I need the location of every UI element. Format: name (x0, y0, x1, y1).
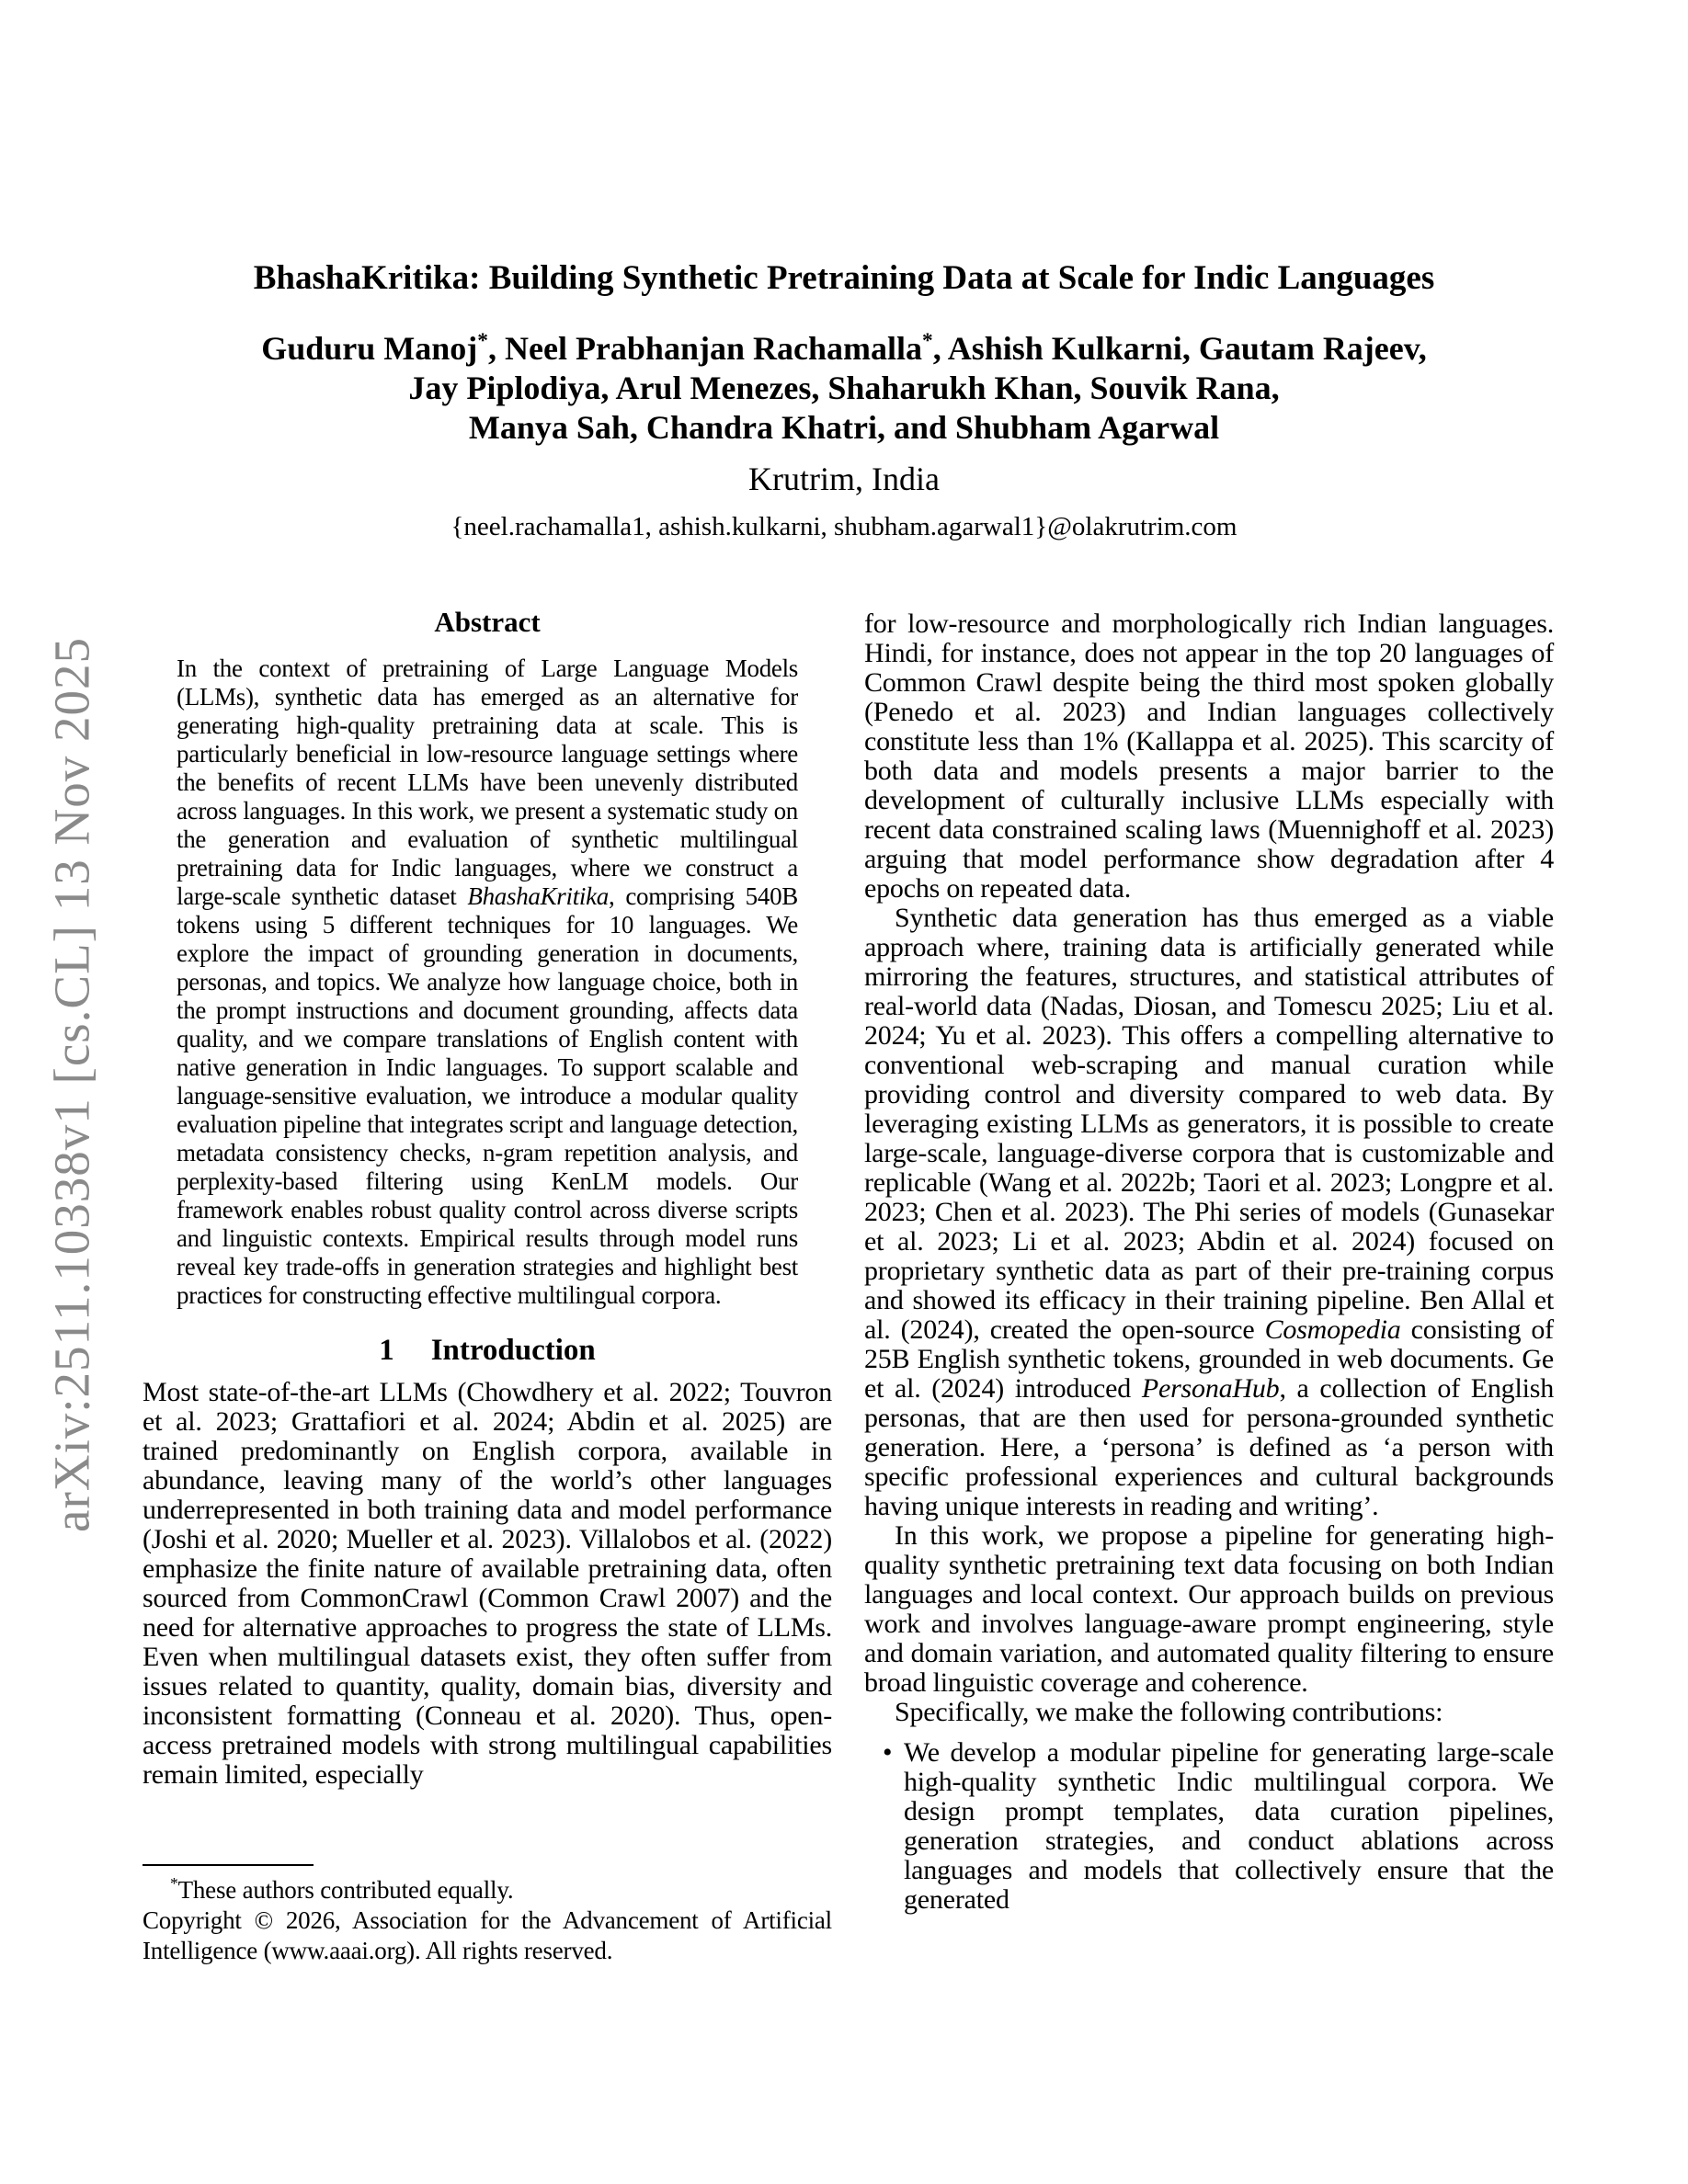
contribution-bullet-text: We develop a modular pipeline for generating large-scale high-quality synthetic Indic multilingual corpora. We design prompt templates, data curation pipelines, generation strategies, and conduct ablations across languages and models that collectively ensure that the generated (904, 1737, 1554, 1915)
email-line: {neel.rachamalla1, ashish.kulkarni, shubham.agarwal1}@olakrutrim.com (451, 512, 1237, 541)
contribution-bullet-item (864, 1738, 1554, 1915)
footnote-copyright: Copyright © 2026, Association for the Advancement of Artificial Intelligence (www.aaai.org). All rights reserved. (143, 1906, 832, 1964)
abstract-text: In the context of pretraining of Large Language Models (LLMs), synthetic data has emerged as an alternative for generating high-quality pretraining data at scale. This is particularly beneficial in low-resource language settings where the benefits of recent LLMs have been unevenly distributed across languages. In this work, we present a systematic study on the generation and evaluation of synthetic multilingual pretraining data for Indic languages, where we construct a large-scale synthetic dataset BhashaKritika, comprising 540B tokens using 5 different techniques for 10 languages. We explore the impact of grounding generation in documents, personas, and topics. We analyze how language choice, both in the prompt instructions and document grounding, affects data quality, and we compare translations of English content with native generation in Indic languages. To support scalable and language-sensitive evaluation, we introduce a modular quality evaluation pipeline that integrates script and language detection, metadata consistency checks, n-gram repetition analysis, and perplexity-based filtering using KenLM models. Our framework enables robust quality control across diverse scripts and linguistic contexts. Empirical results through model runs reveal key trade-offs in generation strategies and highlight best practices for constructing effective multilingual corpora. (177, 654, 798, 1309)
footnote-block (143, 1864, 832, 1966)
footnote-equal-contribution: *These authors contributed equally. (170, 1874, 514, 1904)
paper-title: BhashaKritika: Building Synthetic Pretraining Data at Scale for Indic Languages (253, 259, 1435, 297)
paragraph-synthetic-data-generation: Synthetic data generation has thus emerged as a viable approach where, training data is artificially generated while mirroring the features, structures, and statistical attributes of real-world data (Nadas, Diosan, and Tomescu 2025; Liu et al. 2024; Yu et al. 2023). This offers a compelling alternative to conventional web-scraping and manual curation while providing control and diversity compared to web data. By leveraging existing LLMs as generators, it is possible to create large-scale, language-diverse corpora that is customizable and replicable (Wang et al. 2022b; Taori et al. 2023; Longpre et al. 2023; Chen et al. 2023). The Phi series of models (Gunasekar et al. 2023; Li et al. 2023; Abdin et al. 2024) focused on proprietary synthetic data as part of their pre-training corpus and showed its efficacy in their training pipeline. Ben Allal et al. (2024), created the open-source Cosmopedia consisting of 25B English synthetic tokens, grounded in web documents. Ge et al. (2024) introduced PersonaHub, a collection of English personas, that are then used for persona-grounded synthetic generation. Here, a ‘persona’ is defined as ‘a person with specific professional experiences and cultural backgrounds having unique interests in reading and writing’. (864, 903, 1554, 1521)
section-title: Introduction (430, 1334, 596, 1367)
intro-paragraph-left: Most state-of-the-art LLMs (Chowdhery et al. 2022; Touvron et al. 2023; Grattafiori et al. 2024; Abdin et al. 2025) are trained predominantly on English corpora, available in abundance, leaving many of the world’s other languages underrepresented in both training data and model performance (Joshi et al. 2020; Mueller et al. 2023). Villalobos et al. (2022) emphasize the finite nature of available pretraining data, often sourced from CommonCrawl (Common Crawl 2007) and the need for alternative approaches to progress the state of LLMs. Even when multilingual datasets exist, they often suffer from issues related to quantity, quality, domain bias, diversity and inconsistent formatting (Conneau et al. 2020). Thus, open-access pretrained models with strong multilingual capabilities remain limited, especially (143, 1377, 832, 1790)
footnote-rule (143, 1864, 314, 1866)
paragraph-this-work: In this work, we propose a pipeline for generating high-quality synthetic pretraining text data focusing on both Indian languages and local context. Our approach builds on previous work and involves language-aware prompt engineering, style and domain variation, and automated quality filtering to ensure broad linguistic coverage and coherence. (864, 1520, 1554, 1698)
abstract-heading: Abstract (434, 606, 541, 638)
author-line-2: Jay Piplodiya, Arul Menezes, Shaharukh Khan, Souvik Rana, (408, 370, 1280, 406)
left-column (143, 588, 832, 1790)
intro-paragraph-continued: for low-resource and morphologically rich Indian languages. Hindi, for instance, does not appear in the top 20 languages of Common Crawl despite being the third most spoken globally (Penedo et al. 2023) and Indian languages collectively constitute less than 1% (Kallappa et al. 2025). This scarcity of both data and models presents a major barrier to the development of culturally inclusive LLMs especially with recent data constrained scaling laws (Muennighoff et al. 2023) arguing that model performance show degradation after 4 epochs on repeated data. (864, 609, 1554, 904)
right-column (864, 609, 1554, 1915)
paper-header (138, 258, 1550, 543)
author-line-1: Guduru Manoj*, Neel Prabhanjan Rachamalla*, Ashish Kulkarni, Gautam Rajeev, (261, 329, 1427, 367)
section-number: 1 (379, 1334, 394, 1367)
section-heading-introduction (143, 1332, 832, 1369)
arxiv-watermark: arXiv:2511.10338v1 [cs.CL] 13 Nov 2025 (43, 637, 100, 1532)
paragraph-contributions-lead: Specifically, we make the following contributions: (895, 1697, 1443, 1727)
author-line-3: Manya Sah, Chandra Khatri, and Shubham Agarwal (468, 409, 1220, 446)
author-block (138, 329, 1550, 448)
affiliation: Krutrim, India (748, 461, 940, 497)
bullet-icon: • (883, 1737, 893, 1768)
